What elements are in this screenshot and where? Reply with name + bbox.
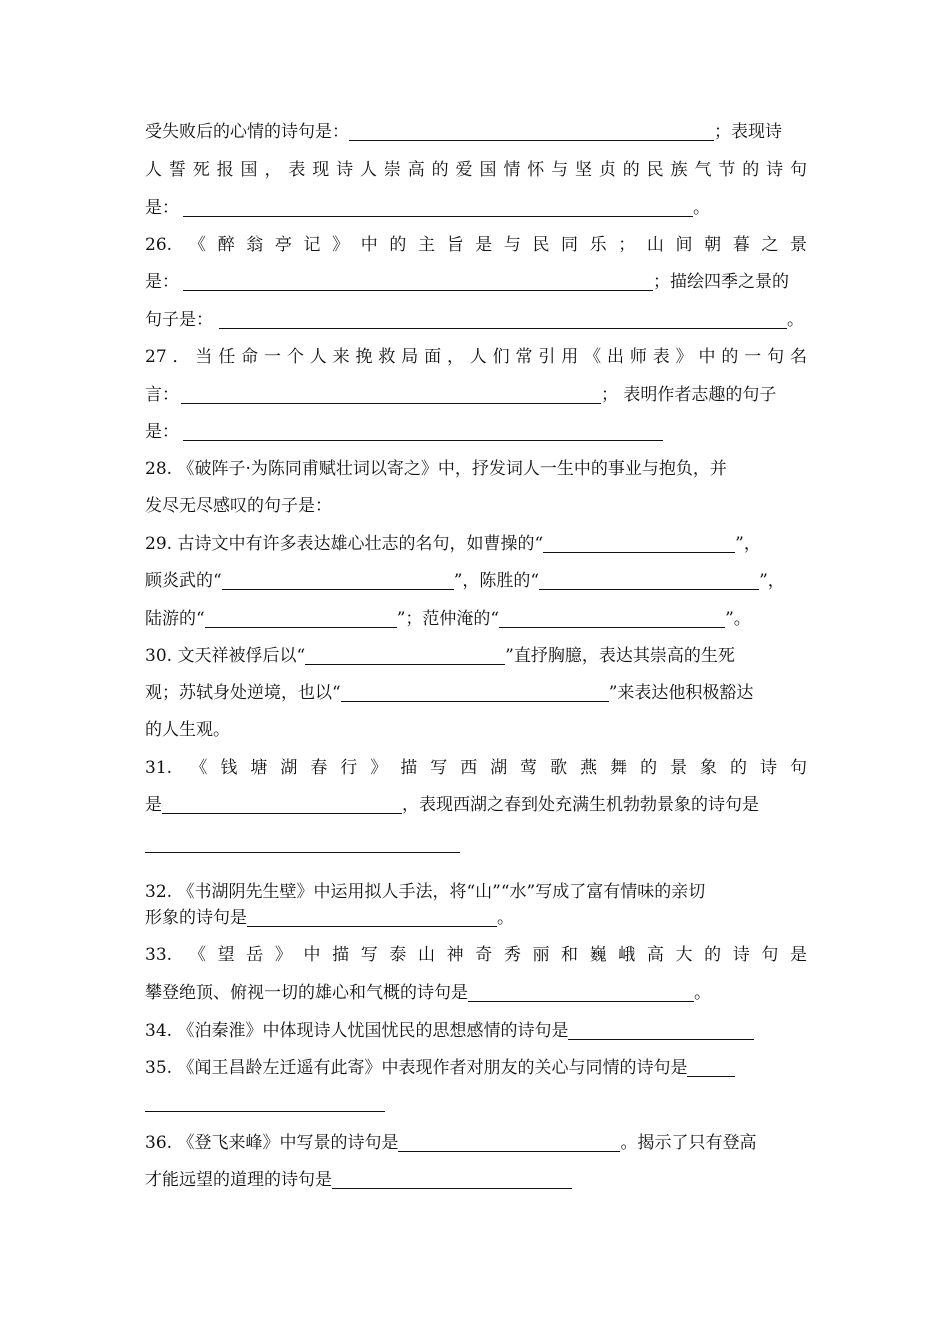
text-line: 言： ； 表明作者志趣的句子 (145, 377, 807, 413)
answer-blank[interactable] (349, 118, 714, 141)
answer-blank[interactable] (332, 1166, 572, 1189)
text-line: 观；苏轼身处逆境，也以“ ”来表达他积极豁达 (145, 675, 807, 711)
question-33: 33. 《望岳》中描写泰山神奇秀丽和巍峨高大的诗句是 (145, 945, 807, 965)
answer-blank-line[interactable] (145, 852, 460, 853)
question-34: 34. 《泊秦淮》中体现诗人忧国忧民的思想感情的诗句是 (145, 1013, 807, 1049)
answer-blank[interactable] (398, 1129, 620, 1152)
question-35: 35. 《闻王昌龄左迁遥有此寄》中表现作者对朋友的关心与同情的诗句是 (145, 1050, 807, 1086)
answer-blank[interactable] (543, 530, 735, 553)
text-line: 攀登绝顶、俯视一切的雄心和气概的诗句是 。 (145, 975, 807, 1011)
answer-blank[interactable] (219, 306, 787, 329)
text-line: 是 ，表现西湖之春到处充满生机勃勃景象的诗句是 (145, 787, 807, 823)
answer-blank[interactable] (247, 904, 497, 927)
text-line: 陆游的“ ”；范仲淹的“ ”。 (145, 601, 807, 637)
answer-blank[interactable] (181, 381, 601, 404)
text-line: 顾炎武的“ ”，陈胜的“ ”， (145, 563, 807, 599)
answer-blank[interactable] (305, 642, 505, 665)
question-32: 32. 《书湖阴先生壁》中运用拟人手法，将“山”“水”写成了富有情味的亲切 (145, 882, 706, 902)
answer-blank[interactable] (687, 1054, 735, 1077)
question-28: 28. 《破阵子·为陈同甫赋壮词以寄之》中，抒发词人一生中的事业与抱负，并 (145, 459, 727, 479)
text-line: 是： (145, 414, 807, 450)
question-27: 27．当任命一个人来挽救局面，人们常引用《出师表》中的一句名 (145, 347, 807, 367)
text-line: 受失败后的心情的诗句是： ；表现诗 (145, 114, 807, 150)
answer-blank[interactable] (568, 1017, 754, 1040)
answer-blank[interactable] (183, 418, 663, 441)
answer-blank[interactable] (468, 979, 694, 1002)
answer-blank[interactable] (183, 268, 653, 291)
question-36: 36. 《登飞来峰》中写景的诗句是 。揭示了只有登高 (145, 1125, 807, 1161)
answer-blank-line[interactable] (145, 1111, 385, 1112)
text-line: 句子是： 。 (145, 302, 807, 338)
text-line: 是： 。 (145, 190, 807, 226)
answer-blank[interactable] (183, 194, 693, 217)
answer-blank[interactable] (539, 567, 759, 590)
text-line: 人誓死报国，表现诗人崇高的爱国情怀与坚贞的民族气节的诗句 (145, 160, 807, 180)
question-30: 30. 文天祥被俘后以“ ”直抒胸臆，表达其崇高的生死 (145, 638, 807, 674)
question-31: 31. 《钱塘湖春行》描写西湖莺歌燕舞的景象的诗句 (145, 758, 807, 778)
text-line: 的人生观。 (145, 720, 230, 740)
answer-blank[interactable] (162, 791, 402, 814)
question-26: 26. 《醉翁亭记》中的主旨是与民同乐；山间朝暮之景 (145, 235, 807, 255)
answer-blank[interactable] (205, 605, 397, 628)
answer-blank[interactable] (341, 679, 609, 702)
text-line: 才能远望的道理的诗句是 (145, 1162, 807, 1198)
text-line: 发尽无尽感叹的句子是： (145, 496, 332, 516)
question-29: 29. 古诗文中有许多表达雄心壮志的名句，如曹操的“ ”， (145, 526, 807, 562)
text-line: 形象的诗句是 。 (145, 900, 807, 936)
answer-blank[interactable] (499, 605, 725, 628)
answer-blank[interactable] (222, 567, 454, 590)
text-line: 是： ；描绘四季之景的 (145, 264, 807, 300)
